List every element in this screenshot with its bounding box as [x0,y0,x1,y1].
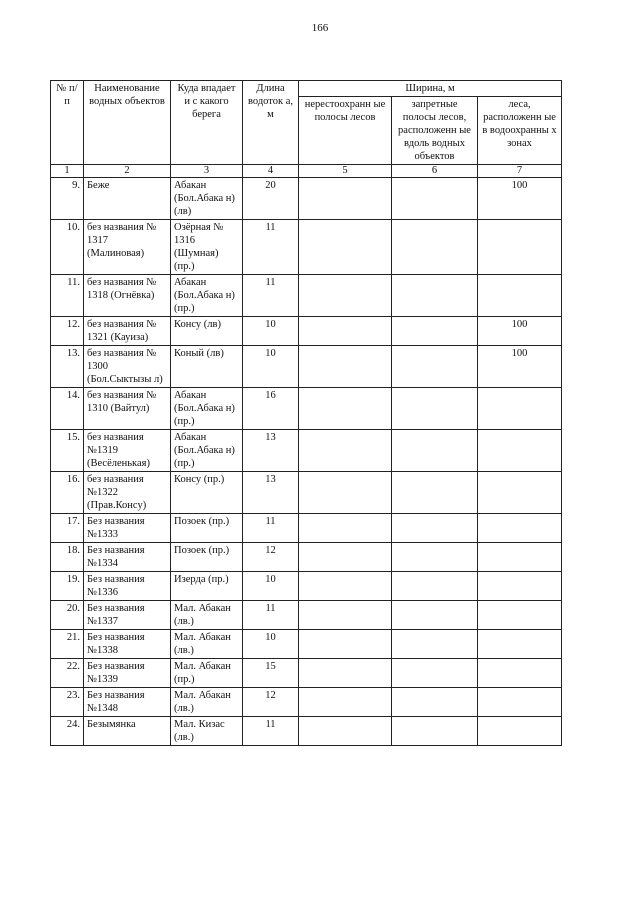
table-row [51,430,562,472]
width-spawning-protection [299,630,392,659]
width-restricted-strips [392,717,478,746]
width-water-protection-zone [478,472,562,514]
width-spawning-protection [299,317,392,346]
width-spawning-protection [299,543,392,572]
column-numbers-row [51,165,562,178]
length-m: 10 [243,346,299,388]
water-bodies-table [50,80,562,746]
flows-into: Консу (лв) [171,317,243,346]
width-spawning-protection [299,659,392,688]
width-restricted-strips [392,601,478,630]
length-m: 15 [243,659,299,688]
flows-into: Мал. Абакан (лв.) [171,601,243,630]
water-body-name: без названия №1322 (Прав.Консу) [84,472,171,514]
width-spawning-protection [299,388,392,430]
width-water-protection-zone: 100 [478,346,562,388]
row-number: 9. [51,178,84,220]
width-restricted-strips [392,472,478,514]
table-row [51,317,562,346]
width-spawning-protection [299,220,392,275]
width-restricted-strips [392,572,478,601]
header-col-6: запретные полосы лесов, расположенн ые вдоль водных объектов [392,97,478,165]
width-spawning-protection [299,572,392,601]
water-body-name: без названия № 1318 (Огнёвка) [84,275,171,317]
flows-into: Озёрная № 1316 (Шумная) (пр.) [171,220,243,275]
width-water-protection-zone [478,220,562,275]
length-m: 10 [243,630,299,659]
row-number: 13. [51,346,84,388]
width-spawning-protection [299,688,392,717]
width-spawning-protection [299,430,392,472]
row-number: 21. [51,630,84,659]
width-water-protection-zone [478,601,562,630]
header-row [51,81,562,97]
width-water-protection-zone [478,688,562,717]
column-number: 3 [171,165,243,178]
table-row [51,220,562,275]
width-water-protection-zone [478,388,562,430]
width-spawning-protection [299,514,392,543]
width-water-protection-zone [478,514,562,543]
length-m: 10 [243,572,299,601]
width-restricted-strips [392,430,478,472]
water-body-name: Без названия №1334 [84,543,171,572]
water-body-name: Без названия №1337 [84,601,171,630]
water-body-name: Без названия №1339 [84,659,171,688]
table-row [51,275,562,317]
table-row [51,601,562,630]
table-row [51,688,562,717]
width-spawning-protection [299,346,392,388]
width-water-protection-zone [478,430,562,472]
width-restricted-strips [392,178,478,220]
width-spawning-protection [299,717,392,746]
width-restricted-strips [392,220,478,275]
width-restricted-strips [392,514,478,543]
column-number: 7 [478,165,562,178]
flows-into: Изерда (пр.) [171,572,243,601]
header-col-7: леса, расположенн ые в водоохранны х зонах [478,97,562,165]
water-body-name: Без названия №1336 [84,572,171,601]
table-row [51,346,562,388]
row-number: 19. [51,572,84,601]
width-restricted-strips [392,659,478,688]
header-col-3: Куда впадает и с какого берега [171,81,243,165]
table-row [51,659,562,688]
row-number: 14. [51,388,84,430]
flows-into: Абакан (Бол.Абака н) (пр.) [171,430,243,472]
row-number: 11. [51,275,84,317]
row-number: 22. [51,659,84,688]
width-water-protection-zone [478,572,562,601]
table-row [51,572,562,601]
row-number: 10. [51,220,84,275]
table-row [51,630,562,659]
column-number: 6 [392,165,478,178]
width-restricted-strips [392,275,478,317]
column-number: 4 [243,165,299,178]
width-water-protection-zone [478,275,562,317]
water-body-name: без названия № 1310 (Вайтул) [84,388,171,430]
water-body-name: без названия № 1321 (Кауиза) [84,317,171,346]
row-number: 23. [51,688,84,717]
water-body-name: Без названия №1348 [84,688,171,717]
table-row [51,178,562,220]
length-m: 13 [243,472,299,514]
table-body [51,178,562,746]
width-spawning-protection [299,472,392,514]
length-m: 12 [243,688,299,717]
length-m: 12 [243,543,299,572]
column-number: 2 [84,165,171,178]
water-body-name: без названия № 1317 (Малиновая) [84,220,171,275]
table-row [51,514,562,543]
length-m: 20 [243,178,299,220]
row-number: 24. [51,717,84,746]
flows-into: Мал. Абакан (лв.) [171,630,243,659]
flows-into: Позоек (пр.) [171,514,243,543]
header-col-1: № п/п [51,81,84,165]
flows-into: Консу (пр.) [171,472,243,514]
flows-into: Мал. Абакан (пр.) [171,659,243,688]
width-spawning-protection [299,601,392,630]
flows-into: Коный (лв) [171,346,243,388]
column-number: 1 [51,165,84,178]
width-restricted-strips [392,317,478,346]
flows-into: Мал. Кизас (лв.) [171,717,243,746]
row-number: 16. [51,472,84,514]
flows-into: Мал. Абакан (лв.) [171,688,243,717]
width-water-protection-zone [478,717,562,746]
header-col-4: Длина водоток а, м [243,81,299,165]
length-m: 11 [243,275,299,317]
length-m: 11 [243,220,299,275]
length-m: 10 [243,317,299,346]
width-restricted-strips [392,346,478,388]
row-number: 15. [51,430,84,472]
width-restricted-strips [392,388,478,430]
page-number: 166 [311,22,329,34]
row-number: 18. [51,543,84,572]
table-row [51,717,562,746]
length-m: 11 [243,514,299,543]
table-row [51,388,562,430]
width-restricted-strips [392,543,478,572]
length-m: 11 [243,601,299,630]
row-number: 20. [51,601,84,630]
length-m: 13 [243,430,299,472]
row-number: 12. [51,317,84,346]
water-body-name: Безымянка [84,717,171,746]
header-col-5: нерестоохранн ые полосы лесов [299,97,392,165]
header-col-2: Наименование водных объектов [84,81,171,165]
flows-into: Абакан (Бол.Абака н) (лв) [171,178,243,220]
water-body-name: Без названия №1333 [84,514,171,543]
width-spawning-protection [299,275,392,317]
flows-into: Позоек (пр.) [171,543,243,572]
width-restricted-strips [392,630,478,659]
water-body-name: Беже [84,178,171,220]
header-width-group: Ширина, м [299,81,562,97]
flows-into: Абакан (Бол.Абака н) (пр.) [171,388,243,430]
width-water-protection-zone [478,659,562,688]
water-body-name: без названия №1319 (Весёленькая) [84,430,171,472]
width-water-protection-zone [478,543,562,572]
table-row [51,472,562,514]
row-number: 17. [51,514,84,543]
width-water-protection-zone [478,630,562,659]
water-body-name: Без названия №1338 [84,630,171,659]
width-restricted-strips [392,688,478,717]
flows-into: Абакан (Бол.Абака н) (пр.) [171,275,243,317]
width-spawning-protection [299,178,392,220]
table-row [51,543,562,572]
width-water-protection-zone: 100 [478,178,562,220]
column-number: 5 [299,165,392,178]
length-m: 11 [243,717,299,746]
water-body-name: без названия № 1300 (Бол.Сыктызы л) [84,346,171,388]
length-m: 16 [243,388,299,430]
width-water-protection-zone: 100 [478,317,562,346]
